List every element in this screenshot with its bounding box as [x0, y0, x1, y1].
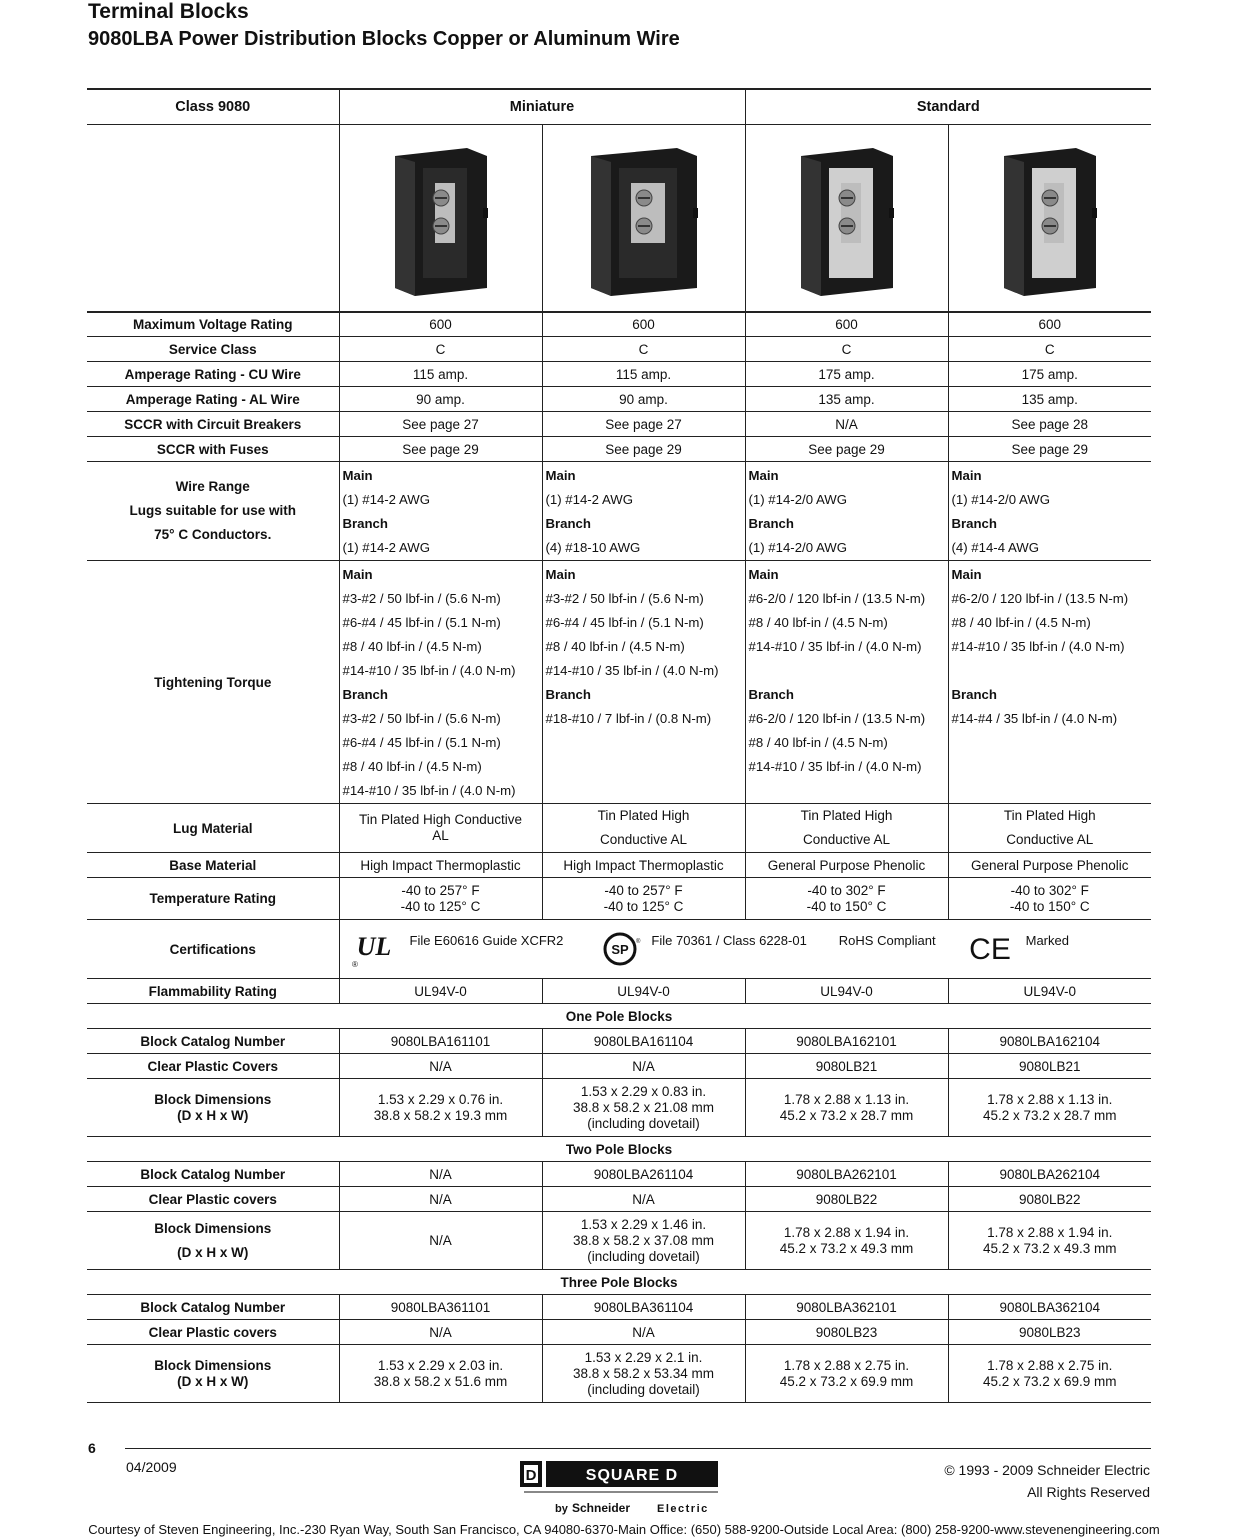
cell-line: Tin Plated High Conductive [358, 812, 523, 827]
product-image-row [87, 124, 1151, 312]
table-cell: UL94V-0 [542, 979, 745, 1004]
cell-line: -40 to 150° C [1009, 898, 1090, 914]
table-cell: 115 amp. [339, 362, 542, 387]
cell-line: #14-#4 / 35 lbf-in / (4.0 N-m) [951, 711, 1118, 726]
row-label: Block Catalog Number [87, 1295, 339, 1320]
table-cell [745, 1079, 948, 1137]
cell-line: #6-#4 / 45 lbf-in / (5.1 N-m) [342, 735, 501, 750]
table-cell: 9080LB21 [948, 1054, 1151, 1079]
cell-line: #8 / 40 lbf-in / (4.5 N-m) [545, 639, 685, 654]
cell-line: 1.78 x 2.88 x 1.94 in. [987, 1224, 1113, 1240]
cell-line: Main [951, 567, 982, 582]
table-cell: See page 27 [542, 412, 745, 437]
row-label: SCCR with Circuit Breakers [87, 412, 339, 437]
product-image-cell [948, 124, 1151, 312]
table-cell: 9080LBA262104 [948, 1162, 1151, 1187]
rohs-text: RoHS Compliant [838, 933, 936, 948]
svg-text:by: by [555, 1503, 568, 1515]
cell-line: 45.2 x 73.2 x 28.7 mm [982, 1107, 1117, 1123]
terminal-block-image [584, 138, 704, 298]
table-cell: N/A [745, 412, 948, 437]
table-cell: 9080LBA362104 [948, 1295, 1151, 1320]
table-cell: 135 amp. [745, 387, 948, 412]
block-dimensions-row [87, 1212, 1151, 1270]
table-cell [745, 878, 948, 920]
cell-line: Block Dimensions [154, 1357, 272, 1373]
cell-line: Conductive AL [599, 832, 688, 847]
cell-line: Branch [951, 516, 997, 531]
ul-mark: UL [356, 932, 391, 961]
table-cell: N/A [339, 1054, 542, 1079]
cell-line: N/A [429, 1232, 452, 1248]
row-label: Clear Plastic covers [87, 1320, 339, 1345]
table-cell [542, 1079, 745, 1137]
cell-line: 38.8 x 58.2 x 19.3 mm [373, 1107, 508, 1123]
block-dimensions-row [87, 1345, 1151, 1403]
ce-marked-text: Marked [1025, 933, 1069, 948]
csa-registered-mark: ® [636, 939, 641, 945]
table-cell: See page 27 [339, 412, 542, 437]
cell-line: #6-2/0 / 120 lbf-in / (13.5 N-m) [748, 711, 926, 726]
cell-line: Branch [951, 687, 997, 702]
table-cell [948, 1079, 1151, 1137]
table-cell: 9080LBA261104 [542, 1162, 745, 1187]
wire-range-cell [948, 462, 1151, 561]
row-label: Clear Plastic Covers [87, 1054, 339, 1079]
table-cell: 9080LBA162101 [745, 1029, 948, 1054]
section-title: One Pole Blocks [87, 1004, 1151, 1029]
cell-line: -40 to 125° C [603, 898, 684, 914]
table-cell: N/A [542, 1054, 745, 1079]
cell-line: (D x H x W) [177, 1244, 249, 1260]
terminal-block-image [787, 138, 907, 298]
table-cell: 9080LBA361101 [339, 1295, 542, 1320]
cell-line: Lugs suitable for use with [129, 503, 296, 518]
row-label: Service Class [87, 337, 339, 362]
cell-line: #14-#10 / 35 lbf-in / (4.0 N-m) [342, 663, 516, 678]
csa-mark: SP [611, 942, 630, 957]
table-cell: General Purpose Phenolic [745, 853, 948, 878]
row-label: Temperature Rating [87, 878, 339, 920]
section-header-row [87, 1270, 1151, 1295]
table-cell: 9080LBA362101 [745, 1295, 948, 1320]
table-cell: See page 29 [542, 437, 745, 462]
cell-line: #6-#4 / 45 lbf-in / (5.1 N-m) [545, 615, 704, 630]
terminal-block-image [381, 138, 501, 298]
wire-range-row [87, 462, 1151, 561]
table-cell [542, 804, 745, 853]
cell-line: (D x H x W) [177, 1373, 249, 1389]
table-cell: N/A [542, 1320, 745, 1345]
table-row [87, 1320, 1151, 1345]
cell-line: Tin Plated High [1003, 808, 1096, 823]
cell-line: Main [342, 567, 373, 582]
cell-line: 75° C Conductors. [154, 527, 272, 542]
row-label: SCCR with Fuses [87, 437, 339, 462]
table-cell: See page 29 [339, 437, 542, 462]
table-cell: 9080LB21 [745, 1054, 948, 1079]
section-header-row [87, 1137, 1151, 1162]
table-row [87, 1187, 1151, 1212]
cell-line: 45.2 x 73.2 x 69.9 mm [982, 1373, 1117, 1389]
svg-text:Electric: Electric [657, 1503, 709, 1515]
cell-line: #6-2/0 / 120 lbf-in / (13.5 N-m) [951, 591, 1129, 606]
table-cell [339, 1079, 542, 1137]
ce-mark: CE [968, 933, 1011, 966]
table-cell: 9080LBA262101 [745, 1162, 948, 1187]
square-d-logo [520, 1459, 720, 1524]
table-row [87, 362, 1151, 387]
table-cell: See page 29 [745, 437, 948, 462]
table-cell [745, 1212, 948, 1270]
cell-line: Main [951, 468, 982, 483]
table-cell: 600 [339, 312, 542, 337]
cell-line: #14-#10 / 35 lbf-in / (4.0 N-m) [748, 759, 922, 774]
table-row [87, 337, 1151, 362]
svg-text:Schneider: Schneider [572, 1501, 631, 1515]
row-label: Maximum Voltage Rating [87, 312, 339, 337]
cell-line: #8 / 40 lbf-in / (4.5 N-m) [951, 615, 1091, 630]
table-cell: C [948, 337, 1151, 362]
cell-line: Tin Plated High [597, 808, 690, 823]
cell-line: 1.53 x 2.29 x 2.1 in. [584, 1349, 703, 1365]
table-cell: N/A [339, 1162, 542, 1187]
table-cell [948, 804, 1151, 853]
cell-line: Branch [545, 687, 591, 702]
cell-line: #14-#10 / 35 lbf-in / (4.0 N-m) [545, 663, 719, 678]
row-label: Block Catalog Number [87, 1029, 339, 1054]
cell-line: 45.2 x 73.2 x 28.7 mm [779, 1107, 914, 1123]
cell-line: Tin Plated High [800, 808, 893, 823]
cell-line: 1.53 x 2.29 x 0.83 in. [580, 1083, 707, 1099]
cell-line: #3-#2 / 50 lbf-in / (5.6 N-m) [342, 711, 501, 726]
cell-line: Branch [748, 687, 794, 702]
page-number: 6 [88, 1440, 96, 1456]
cell-line: (D x H x W) [177, 1107, 249, 1123]
row-label [87, 1212, 339, 1270]
header-class: Class 9080 [87, 89, 339, 124]
cell-line: (1) #14-2 AWG [545, 492, 633, 507]
table-cell: 9080LB22 [745, 1187, 948, 1212]
cell-line: Branch [342, 516, 388, 531]
wire-range-cell [745, 462, 948, 561]
cell-line: 1.53 x 2.29 x 1.46 in. [580, 1216, 707, 1232]
cell-line: 1.78 x 2.88 x 1.13 in. [783, 1091, 910, 1107]
spec-table-body [87, 89, 1151, 1403]
table-row [87, 1162, 1151, 1187]
table-cell: 9080LBA162104 [948, 1029, 1151, 1054]
cell-line: -40 to 125° C [400, 898, 481, 914]
table-cell: 90 amp. [542, 387, 745, 412]
cell-line: #14-#10 / 35 lbf-in / (4.0 N-m) [951, 639, 1125, 654]
table-row [87, 853, 1151, 878]
cell-line: Branch [545, 516, 591, 531]
certifications-content [340, 929, 1152, 969]
page-subtitle: 9080LBA Power Distribution Blocks Copper or Aluminum Wire [88, 28, 680, 50]
torque-cell [339, 561, 542, 804]
table-cell: High Impact Thermoplastic [542, 853, 745, 878]
cell-line: (including dovetail) [587, 1115, 700, 1131]
torque-cell [542, 561, 745, 804]
table-row [87, 387, 1151, 412]
row-label: Block Catalog Number [87, 1162, 339, 1187]
table-cell: General Purpose Phenolic [948, 853, 1151, 878]
copyright-text: © 1993 - 2009 Schneider Electric [944, 1462, 1150, 1478]
table-cell: C [542, 337, 745, 362]
wire-range-cell [339, 462, 542, 561]
cell-line: Block Dimensions [154, 1091, 272, 1107]
row-label: Amperage Rating - CU Wire [87, 362, 339, 387]
header-miniature: Miniature [339, 89, 745, 124]
cell-line: 1.53 x 2.29 x 0.76 in. [377, 1091, 504, 1107]
cell-line: (4) #18-10 AWG [545, 540, 641, 555]
table-cell [542, 1212, 745, 1270]
table-cell [339, 1212, 542, 1270]
table-cell [948, 1345, 1151, 1403]
row-label [87, 462, 339, 561]
ul-registered-mark: ® [351, 960, 358, 969]
table-row [87, 1029, 1151, 1054]
table-row [87, 1054, 1151, 1079]
cell-line [749, 659, 948, 683]
table-cell: N/A [542, 1187, 745, 1212]
cell-line: (1) #14-2/0 AWG [748, 540, 847, 555]
cell-line: Conductive AL [802, 832, 891, 847]
cell-line: (1) #14-2/0 AWG [748, 492, 847, 507]
table-cell: UL94V-0 [745, 979, 948, 1004]
torque-cell [745, 561, 948, 804]
product-image-cell [339, 124, 542, 312]
row-label: Clear Plastic covers [87, 1187, 339, 1212]
cell-line: 38.8 x 58.2 x 51.6 mm [373, 1373, 508, 1389]
cell-line: #6-2/0 / 120 lbf-in / (13.5 N-m) [748, 591, 926, 606]
table-cell: C [339, 337, 542, 362]
table-row [87, 1295, 1151, 1320]
cell-line: (1) #14-2/0 AWG [951, 492, 1050, 507]
torque-cell [948, 561, 1151, 804]
cell-line: #18-#10 / 7 lbf-in / (0.8 N-m) [545, 711, 712, 726]
table-cell [339, 1345, 542, 1403]
table-cell: 600 [948, 312, 1151, 337]
cell-line: 45.2 x 73.2 x 49.3 mm [779, 1240, 914, 1256]
table-cell: UL94V-0 [339, 979, 542, 1004]
table-cell: 9080LBA361104 [542, 1295, 745, 1320]
table-cell: C [745, 337, 948, 362]
row-label: Amperage Rating - AL Wire [87, 387, 339, 412]
cell-line: #14-#10 / 35 lbf-in / (4.0 N-m) [342, 783, 516, 798]
cell-line: (including dovetail) [587, 1381, 700, 1397]
certifications-row [87, 920, 1151, 979]
table-cell: See page 28 [948, 412, 1151, 437]
table-cell: N/A [339, 1320, 542, 1345]
cell-line: Conductive AL [1006, 832, 1094, 847]
row-label: Lug Material [87, 804, 339, 853]
product-image-cell [745, 124, 948, 312]
table-cell [542, 1345, 745, 1403]
table-row [87, 312, 1151, 337]
table-cell: UL94V-0 [948, 979, 1151, 1004]
cell-line: Branch [342, 687, 388, 702]
table-cell: 600 [745, 312, 948, 337]
cell-line: 38.8 x 58.2 x 37.08 mm [572, 1232, 715, 1248]
cell-line: #8 / 40 lbf-in / (4.5 N-m) [342, 639, 482, 654]
table-cell [745, 1345, 948, 1403]
rights-text: All Rights Reserved [1027, 1484, 1150, 1500]
product-image-cell [542, 124, 745, 312]
tightening-torque-row [87, 561, 1151, 804]
cell-line: 1.78 x 2.88 x 2.75 in. [783, 1357, 910, 1373]
page-title: Terminal Blocks [88, 0, 249, 23]
cell-line: 45.2 x 73.2 x 49.3 mm [982, 1240, 1117, 1256]
cell-line: Main [748, 567, 779, 582]
table-cell: 600 [542, 312, 745, 337]
table-row [87, 437, 1151, 462]
cell-line: Wire Range [175, 479, 250, 494]
table-row [87, 979, 1151, 1004]
table-cell: 135 amp. [948, 387, 1151, 412]
lug-material-row [87, 804, 1151, 853]
table-cell: N/A [339, 1187, 542, 1212]
row-label: Tightening Torque [87, 561, 339, 804]
empty-cell [87, 124, 339, 312]
table-cell: 9080LB23 [745, 1320, 948, 1345]
ul-file-text: File E60616 Guide XCFR2 [409, 933, 564, 948]
cell-line: 1.78 x 2.88 x 1.94 in. [783, 1224, 910, 1240]
footer-divider [125, 1448, 1151, 1449]
spec-table [87, 88, 1151, 1403]
row-label: Certifications [87, 920, 339, 979]
cell-line: (1) #14-2 AWG [342, 492, 430, 507]
table-cell: 9080LBA161101 [339, 1029, 542, 1054]
cell-line [952, 659, 1152, 683]
footer-copyright [944, 1459, 1150, 1503]
table-cell [948, 878, 1151, 920]
cell-line: -40 to 257° F [401, 882, 480, 898]
table-cell [339, 804, 542, 853]
cell-line: #8 / 40 lbf-in / (4.5 N-m) [342, 759, 482, 774]
cell-line: (4) #14-4 AWG [951, 540, 1039, 555]
table-cell: See page 29 [948, 437, 1151, 462]
table-cell: High Impact Thermoplastic [339, 853, 542, 878]
section-header-row [87, 1004, 1151, 1029]
table-cell: 115 amp. [542, 362, 745, 387]
row-label: Flammability Rating [87, 979, 339, 1004]
table-cell: 9080LB23 [948, 1320, 1151, 1345]
table-cell [339, 878, 542, 920]
table-header-row [87, 89, 1151, 124]
cell-line: 1.78 x 2.88 x 2.75 in. [987, 1357, 1113, 1373]
table-cell [948, 1212, 1151, 1270]
row-label: Base Material [87, 853, 339, 878]
cell-line: #8 / 40 lbf-in / (4.5 N-m) [748, 735, 888, 750]
cell-line: (1) #14-2 AWG [342, 540, 430, 555]
cell-line: Main [545, 468, 576, 483]
cell-line: Block Dimensions [154, 1220, 272, 1236]
cell-line: #3-#2 / 50 lbf-in / (5.6 N-m) [545, 591, 704, 606]
cell-line: Main [545, 567, 576, 582]
svg-text:SQUARE D: SQUARE D [585, 1467, 679, 1484]
cell-line: -40 to 302° F [807, 882, 886, 898]
cell-line: #8 / 40 lbf-in / (4.5 N-m) [748, 615, 888, 630]
ul-listed-icon [350, 929, 400, 969]
cell-line: #14-#10 / 35 lbf-in / (4.0 N-m) [748, 639, 922, 654]
footer-date: 04/2009 [126, 1459, 177, 1475]
cell-line: Main [342, 468, 373, 483]
cell-line: AL [432, 828, 449, 843]
cell-line: 38.8 x 58.2 x 53.34 mm [572, 1365, 715, 1381]
cell-line: 38.8 x 58.2 x 21.08 mm [572, 1099, 715, 1115]
table-cell [542, 878, 745, 920]
table-cell: 9080LBA161104 [542, 1029, 745, 1054]
cell-line: #3-#2 / 50 lbf-in / (5.6 N-m) [342, 591, 501, 606]
header-standard: Standard [745, 89, 1151, 124]
table-cell: 175 amp. [745, 362, 948, 387]
cell-line: 45.2 x 73.2 x 69.9 mm [779, 1373, 914, 1389]
courtesy-line: Courtesy of Steven Engineering, Inc.-230 Ryan Way, South San Francisco, CA 94080-6370-Main Office: (650) 588-9200-Outside Local Area: (800) 258-9200-www.stevenengineering.com [88, 1522, 1160, 1537]
table-cell: 90 amp. [339, 387, 542, 412]
cell-line: 1.78 x 2.88 x 1.13 in. [987, 1091, 1113, 1107]
cell-line: -40 to 150° C [806, 898, 887, 914]
cell-line: -40 to 257° F [604, 882, 683, 898]
block-dimensions-row [87, 1079, 1151, 1137]
cell-line: Branch [748, 516, 794, 531]
wire-range-cell [542, 462, 745, 561]
cell-line: #6-#4 / 45 lbf-in / (5.1 N-m) [342, 615, 501, 630]
temperature-rating-row [87, 878, 1151, 920]
cell-line: Main [748, 468, 779, 483]
table-cell [745, 804, 948, 853]
csa-file-text: File 70361 / Class 6228-01 [651, 933, 807, 948]
section-title: Three Pole Blocks [87, 1270, 1151, 1295]
ce-mark-icon [966, 932, 1016, 966]
table-row [87, 412, 1151, 437]
cell-line: -40 to 302° F [1010, 882, 1089, 898]
cell-line: (including dovetail) [587, 1248, 700, 1264]
csa-certified-icon [603, 931, 641, 967]
row-label [87, 1345, 339, 1403]
cell-line: 1.53 x 2.29 x 2.03 in. [377, 1357, 504, 1373]
table-cell: 175 amp. [948, 362, 1151, 387]
svg-text:D: D [525, 1467, 537, 1484]
table-cell: 9080LB22 [948, 1187, 1151, 1212]
certifications-cell [339, 920, 1151, 979]
terminal-block-image [990, 138, 1110, 298]
section-title: Two Pole Blocks [87, 1137, 1151, 1162]
row-label [87, 1079, 339, 1137]
